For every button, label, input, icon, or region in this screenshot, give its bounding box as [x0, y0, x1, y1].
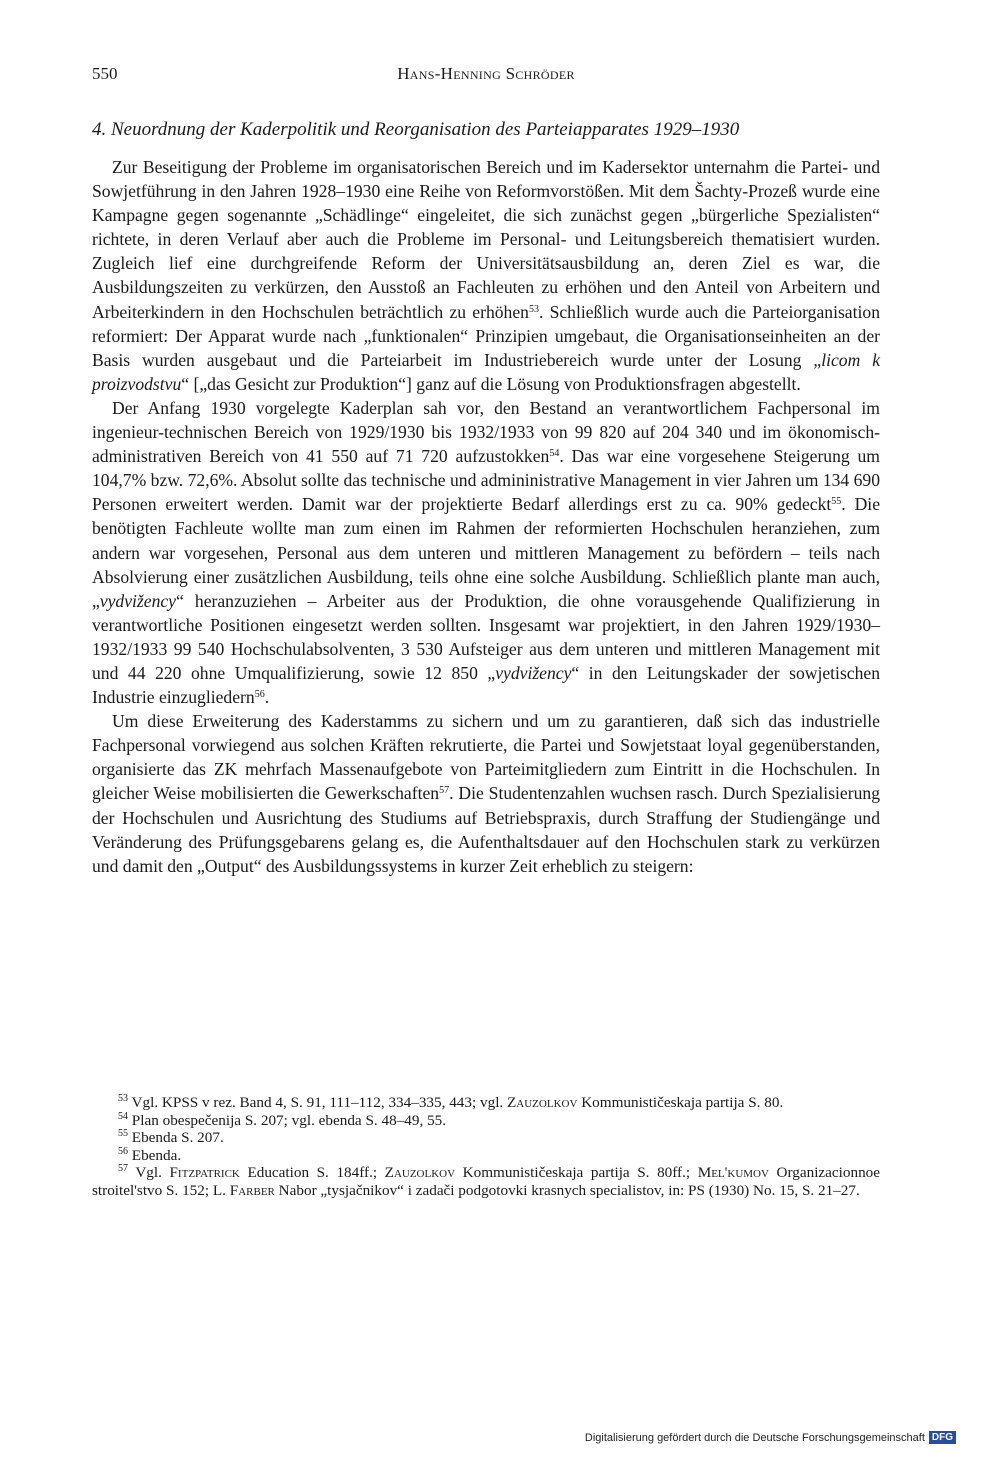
footnote-text: Ebenda. — [131, 1146, 182, 1164]
digitization-note — [585, 1431, 956, 1444]
running-head — [92, 64, 880, 88]
text-run: . Schließlich wurde auch die Parteiorganisation reformiert: Der Apparat wurde nach „funktionalen“ Prinzipien umgebaut, die Organisationseinheiten an der Basis wurden ausgebaut und die Parteiarbeit im Industriebereich wurde unter der Losung „ — [92, 301, 880, 370]
footnote-text: Vgl. — [135, 1164, 170, 1182]
footnote-54 — [92, 1112, 880, 1130]
text-run: Zur Beseitigung der Probleme im organisatorischen Bereich und im Kadersektor unternahm die Partei- und Sowjetführung in den Jahren 1928–1930 eine Reihe von Reformvorstößen. Mit dem Šachty-Prozeß wurde eine Kampagne gegen sogenannte „Schädlinge“ eingeleitet, die sich zunächst gegen „bürgerliche Spezialisten“ richtete, in deren Verlauf aber auch die Probleme im Personal- und Leitungsbereich thematisiert wurden. Zugleich lief eine durchgreifende Reform der Universitätsausbildung an, deren Ziel es war, die Ausbildungszeiten zu verkürzen, den Ausstoß an Fachleuten zu erhöhen und den Anteil von Arbeitern und Arbeiterkindern in den Hochschulen beträchtlich zu erhöhen — [92, 157, 880, 322]
footnote-56 — [92, 1147, 880, 1165]
text-run: “ [„das Gesicht zur Produktion“] ganz auf die Lösung von Produktionsfragen abgestellt. — [181, 373, 801, 394]
footnote-number: 53 — [118, 1093, 128, 1104]
footnote-text: Kommunističeskaja partija S. 80ff.; — [455, 1164, 698, 1182]
dfg-logo-icon: DFG — [929, 1431, 956, 1444]
footnote-number: 54 — [118, 1110, 128, 1122]
footnote-text: Kommunističeskaja partija S. 80. — [577, 1094, 784, 1111]
paragraph-3 — [92, 709, 880, 878]
text-run: Der Anfang 1930 vorgelegte Kaderplan sah vor, den Bestand an verantwortlichem Fachpersonal im ingenieur-technischen Bereich von 1929/1930 bis 1932/1933 von 99 820 auf 204 340 und im ökonomisch-administrativen Bereich von 41 550 auf 71 720 aufzustokken — [92, 397, 880, 467]
section-title: 4. Neuordnung der Kaderpolitik und Reorganisation des Parteiapparates 1929–1930 — [92, 119, 740, 140]
footnote-number: 57 — [118, 1163, 128, 1175]
text-run: Um diese Erweiterung des Kaderstamms zu sichern und um zu garantieren, daß sich das industrielle Fachpersonal vorwiegend aus solchen Kräften rekrutierte, die Partei und Sowjetstaat loyal gegenüberstanden, organisierte das ZK mehrfach Massenaufgebote von Parteimitgliedern zum Eintritt in die Hochschulen. In gleicher Weise mobilisierten die Gewerkschaften — [92, 711, 880, 804]
paragraph-2 — [92, 396, 880, 709]
running-head-author: Hans-Henning Schröder — [397, 64, 575, 83]
footnote-number: 56 — [118, 1145, 128, 1157]
page-number: 550 — [92, 64, 118, 83]
footnote-ref-57[interactable]: 57 — [439, 785, 450, 797]
text-run: “ heranzuziehen – Arbeiter aus der Produktion, die ohne vorausgehende Qualifizierung in verantwortliche Positionen eingesetzt werden sollten. Insgesamt war projektiert, in den Jahren 1929/1930–1932/1933 99 540 Hochschulabsolventen, 3 530 Aufsteiger aus dem unteren und mittleren Management mit und 44 220 ohne Umqualifizierung, sowie 12 850 „ — [92, 590, 880, 683]
author-name: Farber — [229, 1181, 275, 1199]
digitization-text: Digitalisierung gefördert durch die Deutsche Forschungsgemeinschaft — [584, 1431, 925, 1444]
footnote-ref-54[interactable]: 54 — [549, 448, 560, 460]
footnote-ref-53[interactable]: 53 — [528, 303, 539, 315]
emphasis-term: vydvižency — [495, 662, 572, 683]
footnote-text: Vgl. KPSS v rez. Band 4, S. 91, 111–112, 334–335, 443; vgl. — [131, 1094, 508, 1111]
text-run: . Die Studentenzahlen wuchsen rasch. Durch Spezialisierung der Hochschulen und Ausrichtung des Studiums auf Betriebspraxis, durch Straffung der Studiengänge und Veränderung des Prüfungsgebarens gelang es, die Aufenthaltsdauer auf den Hochschulen stark zu verkürzen und damit den „Output“ des Ausbildungssystems in kurzer Zeit erheblich zu steigern: — [92, 783, 880, 876]
emphasis-term: licom k proizvodstvu — [92, 349, 881, 394]
text-run: . — [264, 687, 270, 708]
footnote-number: 55 — [118, 1128, 128, 1140]
text-run: . Das war eine vorgesehene Steigerung um 104,7% bzw. 72,6%. Absolut sollte das technische und admininistrative Management in vier Jahren um 134 690 Personen erweitert werden. Damit war der projektierte Bedarf allerdings erst zu ca. 90% gedeckt — [92, 446, 880, 515]
footnote-text: Organizacionnoe stroitel'stvo S. 152; L. — [92, 1164, 880, 1199]
footnote-text: Plan obespečenija S. 207; vgl. ebenda S. 48–49, 55. — [131, 1111, 447, 1129]
body-text — [92, 155, 880, 878]
footnote-text: Education S. 184ff.; — [239, 1164, 385, 1182]
footnote-text: Nabor „tysjačnikov“ i zadači podgotovki krasnych specialistov, in: PS (1930) No. 15, S. 21–27. — [274, 1181, 860, 1199]
footnotes — [92, 1094, 880, 1200]
author-name: Mel'kumov — [697, 1164, 769, 1182]
author-name: Zauzolkov — [384, 1164, 456, 1182]
author-name: Zauzolkov — [507, 1094, 578, 1111]
emphasis-term: vydvižency — [99, 590, 176, 611]
footnote-ref-55[interactable]: 55 — [831, 496, 842, 508]
footnote-ref-56[interactable]: 56 — [254, 689, 265, 701]
footnote-55 — [92, 1129, 880, 1147]
footnote-text: Ebenda S. 207. — [131, 1129, 224, 1147]
author-name: Fitzpatrick — [169, 1164, 240, 1182]
footnote-53 — [92, 1094, 880, 1112]
text-run: “ in den Leitungskader der sowjetischen Industrie einzugliedern — [92, 662, 880, 708]
text-run: . Die benötigten Fachleute wollte man zum einen im Rahmen der reformierten Hochschulen heranziehen, zum andern war vorgesehen, Personal aus dem unteren und mittleren Management zu befördern – teils nach Absolvierung einer zusätzlichen Ausbildung, teils ohne eine solche Ausbildung. Schließlich plante man auch, „ — [92, 494, 881, 611]
footnote-57 — [92, 1164, 880, 1199]
paragraph-1 — [92, 155, 880, 396]
